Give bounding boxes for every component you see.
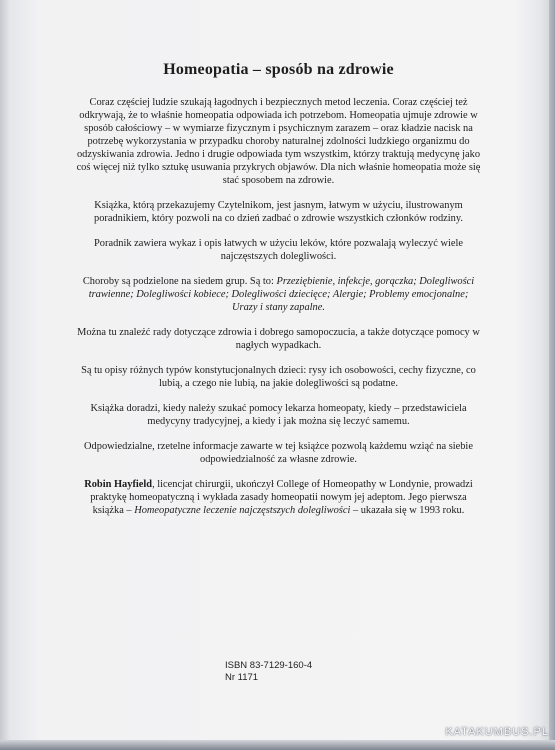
author-bio-end: – ukazała się w 1993 roku. xyxy=(350,505,465,516)
paragraph-advice: Można tu znaleźć rady dotyczące zdrowia i dobrego samopoczucia, a także dotyczące pomocy w nagłych wypadkach. xyxy=(77,327,480,351)
isbn-block xyxy=(225,660,312,684)
author-name: Robin Hayfield xyxy=(84,479,153,490)
groups-list: Przeziębienie, infekcje, gorączka; Dolegliwości trawienne; Dolegliwości kobiece; Dolegliwości dziecięce; Alergie; Problemy emocjonalne; Urazy i stany zapalne. xyxy=(88,276,475,313)
isbn-number: ISBN 83-7129-160-4 xyxy=(225,660,313,671)
paragraph-responsibility: Odpowiedzialne, rzetelne informacje zawarte w tej książce pozwolą każdemu wziąć na siebie odpowiedzialność za własne zdrowie. xyxy=(84,441,473,465)
author-note xyxy=(76,478,481,517)
cover-text-block xyxy=(76,60,481,529)
groups-lead: Choroby są podzielone na siedem grup. Są to: xyxy=(82,276,277,287)
author-bio: , licencjat chirurgii, ukończył College of Homeopathy w Londynie, prowadzi praktykę homeopatyczną i wykłada zasady homeopatii nowym jej adeptom. Jego pierwsza książka – xyxy=(90,479,473,516)
cover-edge-right xyxy=(549,0,555,750)
paragraph-intro: Coraz częściej ludzie szukają łagodnych i bezpiecznych metod leczenia. Coraz częściej też odkrywają, że to właśnie homeopatia odpowiada ich potrzebom. Homeopatia ujmuje zdrowie w sposób całościowy – w wymiarze fizycznym i psychicznym zarazem – oraz kładzie nacisk na potrzebę wykorzystania w przypadku choroby naturalnej zdolności ludzkiego organizmu do odzyskiwania zdrowia. Jedno i drugie odpowiada tym wszystkim, którzy traktują medycynę jako coś więcej niż tylko sztukę usuwania przykrych objawów. Dla nich właśnie homeopatia może się stać sposobem na zdrowie. xyxy=(76,97,481,186)
paragraph-types: Są tu opisy różnych typów konstytucjonalnych dzieci: rysy ich osobowości, cechy fizyczne, co lubią, a czego nie lubią, na jakie dolegliwości są podatne. xyxy=(81,365,476,389)
watermark-text: KATAKUMBUS.PL xyxy=(445,726,549,738)
paragraph-book: Książka, którą przekazujemy Czytelnikom, jest jasnym, łatwym w użyciu, ilustrowanym poradnikiem, który pozwoli na co dzień zadbać o zdrowie wszystkich członków rodziny. xyxy=(94,200,463,224)
paragraph-groups xyxy=(76,275,481,314)
paragraph-guide: Poradnik zawiera wykaz i opis łatwych w użyciu leków, które pozwalają wyleczyć wiele najczęstszych dolegliwości. xyxy=(94,238,463,262)
cover-edge-bottom xyxy=(0,740,555,750)
author-book-title: Homeopatyczne leczenie najczęstszych dolegliwości xyxy=(134,505,351,516)
catalog-number: Nr 1171 xyxy=(225,672,259,683)
paragraph-doctor: Książka doradzi, kiedy należy szukać pomocy lekarza homeopaty, kiedy – przedstawiciela medycyny tradycyjnej, a kiedy i jak można się leczyć samemu. xyxy=(90,403,467,427)
cover-title: Homeopatia – sposób na zdrowie xyxy=(163,61,394,78)
